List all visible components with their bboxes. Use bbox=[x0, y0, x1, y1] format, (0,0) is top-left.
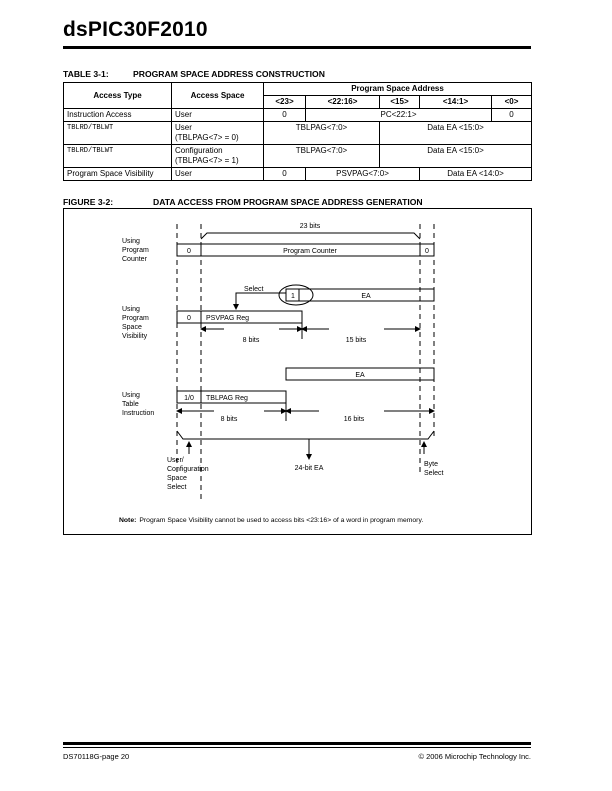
cell-pc: PC<22:1> bbox=[306, 109, 492, 122]
ea-text-table: EA bbox=[355, 372, 365, 379]
pc-bit0-text: 0 bbox=[425, 248, 429, 255]
cell-psvpag: PSVPAG<7:0> bbox=[306, 168, 420, 181]
table-row bbox=[64, 168, 532, 181]
bits-15-label: 15 bits bbox=[345, 337, 367, 344]
cell-access-space bbox=[172, 122, 264, 145]
cell-bit-23: 0 bbox=[264, 109, 306, 122]
psvpag-reg-text: PSVPAG Reg bbox=[206, 315, 250, 322]
ea-text-psv: EA bbox=[361, 293, 371, 300]
cell-bit-23: 0 bbox=[264, 168, 306, 181]
header-rule bbox=[63, 46, 531, 49]
header-bit-23: <23> bbox=[264, 96, 306, 109]
program-counter-text: Program Counter bbox=[283, 248, 337, 255]
cell-access-space bbox=[172, 145, 264, 168]
header-bit-0: <0> bbox=[492, 96, 532, 109]
bits-8-label-table: 8 bits bbox=[220, 416, 238, 423]
ea-box-psv bbox=[286, 289, 434, 301]
byte-select-label-line: Byte bbox=[424, 461, 439, 468]
space-detail: (TBLPAG<7> = 1) bbox=[175, 156, 239, 165]
address-generation-diagram bbox=[64, 209, 531, 534]
user-config-label-line: Configuration bbox=[167, 466, 209, 473]
cell-access-type: Instruction Access bbox=[64, 109, 172, 122]
header-access-type: Access Type bbox=[64, 83, 172, 109]
select-bit-text: 1 bbox=[291, 293, 295, 300]
footer-rule-thin bbox=[63, 747, 531, 748]
table-caption-label: TABLE 3-1: bbox=[63, 69, 109, 79]
row1-label-line: Using bbox=[122, 238, 140, 245]
bits-8-label: 8 bits bbox=[242, 337, 260, 344]
table-row bbox=[64, 109, 532, 122]
ea24-label: 24-bit EA bbox=[294, 465, 324, 472]
figure-note bbox=[119, 517, 423, 524]
cell-access-type: Program Space Visibility bbox=[64, 168, 172, 181]
space-label: User bbox=[175, 123, 192, 132]
row3-label-line: Using bbox=[122, 392, 140, 399]
footer-rule-thick bbox=[63, 742, 531, 745]
row1-label-line: Counter bbox=[122, 256, 147, 263]
select-bit-circle bbox=[279, 285, 313, 305]
space-label: Configuration bbox=[175, 146, 223, 155]
table-caption-title: PROGRAM SPACE ADDRESS CONSTRUCTION bbox=[133, 69, 325, 79]
row2-label-line: Space bbox=[122, 324, 142, 331]
cell-data-ea: Data EA <15:0> bbox=[380, 145, 532, 168]
cell-access-type: TBLRD/TBLWT bbox=[64, 122, 172, 145]
space-detail: (TBLPAG<7> = 0) bbox=[175, 133, 239, 142]
cell-data-ea: Data EA <15:0> bbox=[380, 122, 532, 145]
table-row bbox=[64, 145, 532, 168]
byte-select-label-line: Select bbox=[424, 470, 444, 477]
cell-bit-0: 0 bbox=[492, 109, 532, 122]
user-config-label-line: Space bbox=[167, 475, 187, 482]
row1-label-line: Program bbox=[122, 247, 149, 254]
footer-page-id: DS70118G-page 20 bbox=[63, 752, 130, 761]
tbl-bit-text: 1/0 bbox=[184, 395, 194, 402]
document-title: dsPIC30F2010 bbox=[63, 18, 208, 41]
tblpag-reg-text: TBLPAG Reg bbox=[206, 395, 248, 402]
program-space-address-table bbox=[63, 82, 532, 181]
header-access-space: Access Space bbox=[172, 83, 264, 109]
user-config-label-line: Select bbox=[167, 484, 187, 491]
footer-copyright: © 2006 Microchip Technology Inc. bbox=[418, 752, 531, 761]
cell-access-space: User bbox=[172, 168, 264, 181]
ea24-bracket bbox=[177, 431, 434, 439]
row2-label-line: Visibility bbox=[122, 333, 148, 340]
row2-label-line: Using bbox=[122, 306, 140, 313]
figure-caption-title: DATA ACCESS FROM PROGRAM SPACE ADDRESS GENERATION bbox=[153, 197, 423, 207]
cell-tblpag: TBLPAG<7:0> bbox=[264, 145, 380, 168]
select-label: Select bbox=[244, 286, 264, 293]
header-bits-14-1: <14:1> bbox=[420, 96, 492, 109]
psv-zero-text: 0 bbox=[187, 315, 191, 322]
figure-caption-label: FIGURE 3-2: bbox=[63, 197, 114, 207]
header-bit-15: <15> bbox=[380, 96, 420, 109]
cell-tblpag: TBLPAG<7:0> bbox=[264, 122, 380, 145]
header-program-space-address: Program Space Address bbox=[264, 83, 532, 96]
select-arrow bbox=[236, 293, 286, 309]
row3-label-line: Table bbox=[122, 401, 139, 408]
bits-16-label: 16 bits bbox=[343, 416, 365, 423]
header-bits-22-16: <22:16> bbox=[306, 96, 380, 109]
cell-access-space: User bbox=[172, 109, 264, 122]
figure-frame bbox=[63, 208, 532, 535]
pc-zero-text: 0 bbox=[187, 248, 191, 255]
note-text: Program Space Visibility cannot be used to access bits <23:16> of a word in program memory. bbox=[139, 517, 424, 524]
bits-23-label: 23 bits bbox=[299, 223, 321, 230]
cell-access-type: TBLRD/TBLWT bbox=[64, 145, 172, 168]
row2-label-line: Program bbox=[122, 315, 149, 322]
user-config-label-line: User/ bbox=[167, 457, 184, 464]
table-caption bbox=[63, 69, 325, 79]
cell-data-ea: Data EA <14:0> bbox=[420, 168, 532, 181]
bits-23-bracket bbox=[201, 233, 420, 239]
figure-caption bbox=[63, 197, 423, 207]
row3-label-line: Instruction bbox=[122, 410, 155, 417]
table-row bbox=[64, 122, 532, 145]
note-label: Note: bbox=[119, 517, 137, 524]
